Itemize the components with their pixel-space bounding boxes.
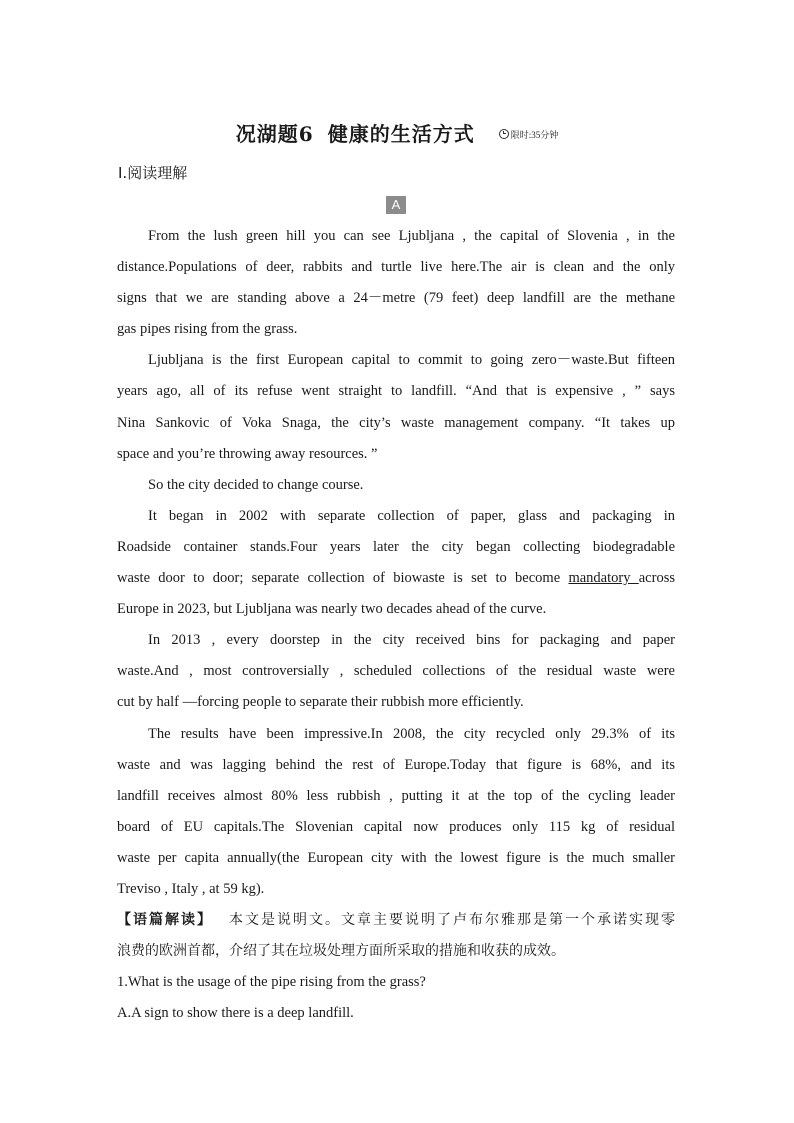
text-line: From the lush green hill you can see Ljubljana , the capital of Slovenia , in the <box>148 228 675 244</box>
text-line: landfill receives almost 80% less rubbish , putting it at the top of the cycling leader <box>117 787 675 804</box>
section-heading: Ⅰ.阅读理解 <box>118 164 188 182</box>
time-limit-text: 限时:35分钟 <box>510 130 559 140</box>
text-line: years ago, all of its refuse went straight to landfill. “And that is expensive , ” says <box>117 383 675 400</box>
text-line <box>117 563 675 594</box>
text-line: gas pipes rising from the grass. <box>117 321 298 338</box>
text-line: So the city decided to change course. <box>148 476 364 493</box>
title-row <box>0 118 794 147</box>
text-line: The results have been impressive.In 2008, the city recycled only 29.3% of its <box>148 725 675 742</box>
analysis-line: 浪费的欧洲首都，介绍了其在垃圾处理方面所采取的措施和收获的成效。 <box>117 943 565 960</box>
text-segment: across <box>638 570 675 587</box>
title-topic-name: 健康的生活方式 <box>327 122 475 146</box>
text-line: It began in 2002 with separate collection of paper, glass and packaging in <box>148 507 675 524</box>
clock-icon <box>499 129 509 139</box>
text-line: waste and was lagging behind the rest of Europe.Today that figure is 68%, and its <box>117 756 675 773</box>
question-option-a[interactable]: A.A sign to show there is a deep landfill. <box>117 1005 354 1022</box>
text-line: waste per capita annually(the European city with the lowest figure is the much smaller <box>117 849 675 866</box>
page-title <box>236 122 483 146</box>
analysis-text: 本文是说明文。文章主要说明了卢布尔雅那是第一个承诺实现零 <box>227 912 675 929</box>
underlined-word-mandatory: mandatory <box>568 570 639 587</box>
title-topic-number: 况湖题6 <box>235 122 314 146</box>
text-line: space and you’re throwing away resources. ” <box>117 445 378 462</box>
text-line: Treviso , Italy , at 59 kg). <box>117 880 265 897</box>
question-stem: 1.What is the usage of the pipe rising from the grass? <box>117 974 426 991</box>
passage-body <box>117 221 675 1029</box>
text-line: distance.Populations of deer, rabbits and turtle live here.The air is clean and the only <box>117 259 675 276</box>
time-limit <box>499 130 559 140</box>
text-line: waste.And , most controversially , scheduled collections of the residual waste were <box>117 663 675 680</box>
text-line: board of EU capitals.The Slovenian capital now produces only 115 kg of residual <box>117 818 675 835</box>
text-line: Ljubljana is the first European capital to commit to going zero－waste.But fifteen <box>148 352 675 369</box>
analysis-label: 【语篇解读】 <box>117 912 213 929</box>
text-segment: waste door to door; separate collection of biowaste is set to become <box>117 570 569 587</box>
text-line: In 2013 , every doorstep in the city received bins for packaging and paper <box>148 632 675 649</box>
text-line: Europe in 2023, but Ljubljana was nearly two decades ahead of the curve. <box>117 601 547 618</box>
passage-label-badge: A <box>386 196 406 214</box>
text-line: Roadside container stands.Four years later the city began collecting biodegradable <box>117 538 675 555</box>
text-line: cut by half —forcing people to separate their rubbish more efficiently. <box>117 694 524 711</box>
text-line: Nina Sankovic of Voka Snaga, the city’s waste management company. “It takes up <box>117 414 675 431</box>
analysis-line <box>117 905 675 936</box>
text-line: signs that we are standing above a 24－metre (79 feet) deep landfill are the methane <box>117 290 675 307</box>
